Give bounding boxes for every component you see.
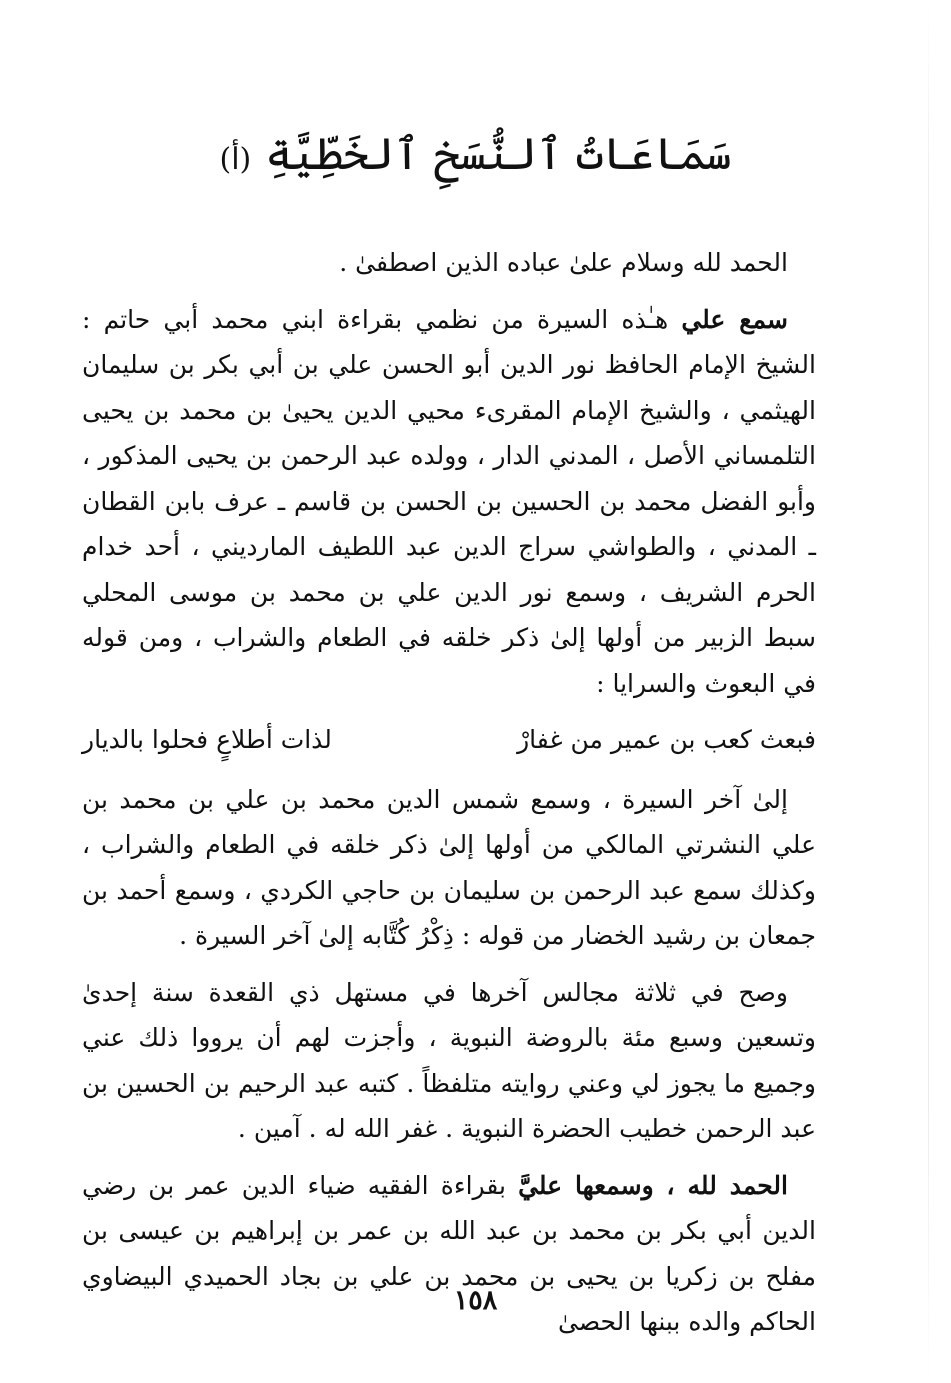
paragraph-text: هـٰذه السيرة من نظمي بقراءة ابني محمد أبي حاتم : الشيخ الإمام الحافظ نور الدين أبو الحسن علي بن أبي بكر بن سليمان الهيثمي ، والشيخ الإمام المقرىء محيي الدين يحيىٰ بن محمد بن يحيى التلمساني الأصل ، المدني الدار ، وولده عبد الرحمن بن يحيى المذكور ، وأبو الفضل محمد بن الحسين بن الحسن بن قاسم ـ عرف بابن القطان ـ المدني ، والطواشي سراج الدين عبد اللطيف المارديني ، أحد خدام الحرم الشريف ، وسمع نور الدين علي بن محمد بن موسى المحلي سبط الزبير من أولها إلىٰ ذكر خلقه في الطعام والشراب ، ومن قوله في البعوث والسرايا : — [82, 304, 816, 698]
paragraph-second-audition — [82, 1163, 816, 1345]
poem-verse — [82, 717, 816, 763]
verse-first-hemistich: فبعث كعب بن عمير من غفارْ — [517, 725, 816, 754]
paragraph-validation — [82, 970, 816, 1152]
paragraph-lead: سمع علي — [681, 304, 788, 334]
paragraph-text: الحمد لله وسلام علىٰ عباده الذين اصطفىٰ . — [339, 248, 788, 277]
paragraph-lead: الحمد لله ، وسمعها عليَّ — [518, 1170, 788, 1200]
chapter-title — [0, 125, 951, 190]
paragraph-text: إلىٰ آخر السيرة ، وسمع شمس الدين محمد بن علي بن محمد بن علي النشرتي المالكي من أولها إلىٰ ذكر خلقه في الطعام والشراب ، وكذلك سمع عبد الرحمن بن سليمان بن حاجي الكردي ، وسمع أحمد بن جمعان بن رشيد الخضار من قوله : ذِكْرُ كُتَّابه إلىٰ آخر السيرة . — [82, 784, 816, 950]
page-number: ١٥٨ — [453, 1285, 498, 1316]
paragraph-text: وصح في ثلاثة مجالس آخرها في مستهل ذي القعدة سنة إحدىٰ وتسعين وسبع مئة بالروضة النبوية ، وأجزت لهم أن يرووا ذلك عني وجميع ما يجوز لي وعني روايته متلفظاً . كتبه عبد الرحيم بن الحسين بن عبد الرحمن خطيب الحضرة النبوية . غفر الله له . آمين . — [82, 977, 816, 1143]
page-edge-shadow — [928, 0, 929, 1383]
paragraph-continuation — [82, 777, 816, 959]
paragraph-text: بقراءة الفقيه ضياء الدين عمر بن رضي الدين أبي بكر بن محمد بن عبد الله بن عمر بن إبراهيم بن عيسى بن مفلح بن زكريا بن يحيى بن محمد بن علي بن بجاد الحميدي البيضاوي الحاكم والده ببنها الحصىٰ — [82, 1170, 816, 1336]
verse-second-hemistich: لذات أطلاعٍ فحلوا بالديار — [82, 725, 332, 754]
chapter-title-main: سَمَاعَاتُ ٱلنُّسَخِ ٱلخَطِّيَّةِ — [265, 129, 732, 180]
body-text — [82, 240, 816, 1356]
paragraph-first-audition — [82, 297, 816, 707]
paragraph-opening — [82, 240, 816, 286]
chapter-title-sub: (أ) — [219, 142, 252, 177]
